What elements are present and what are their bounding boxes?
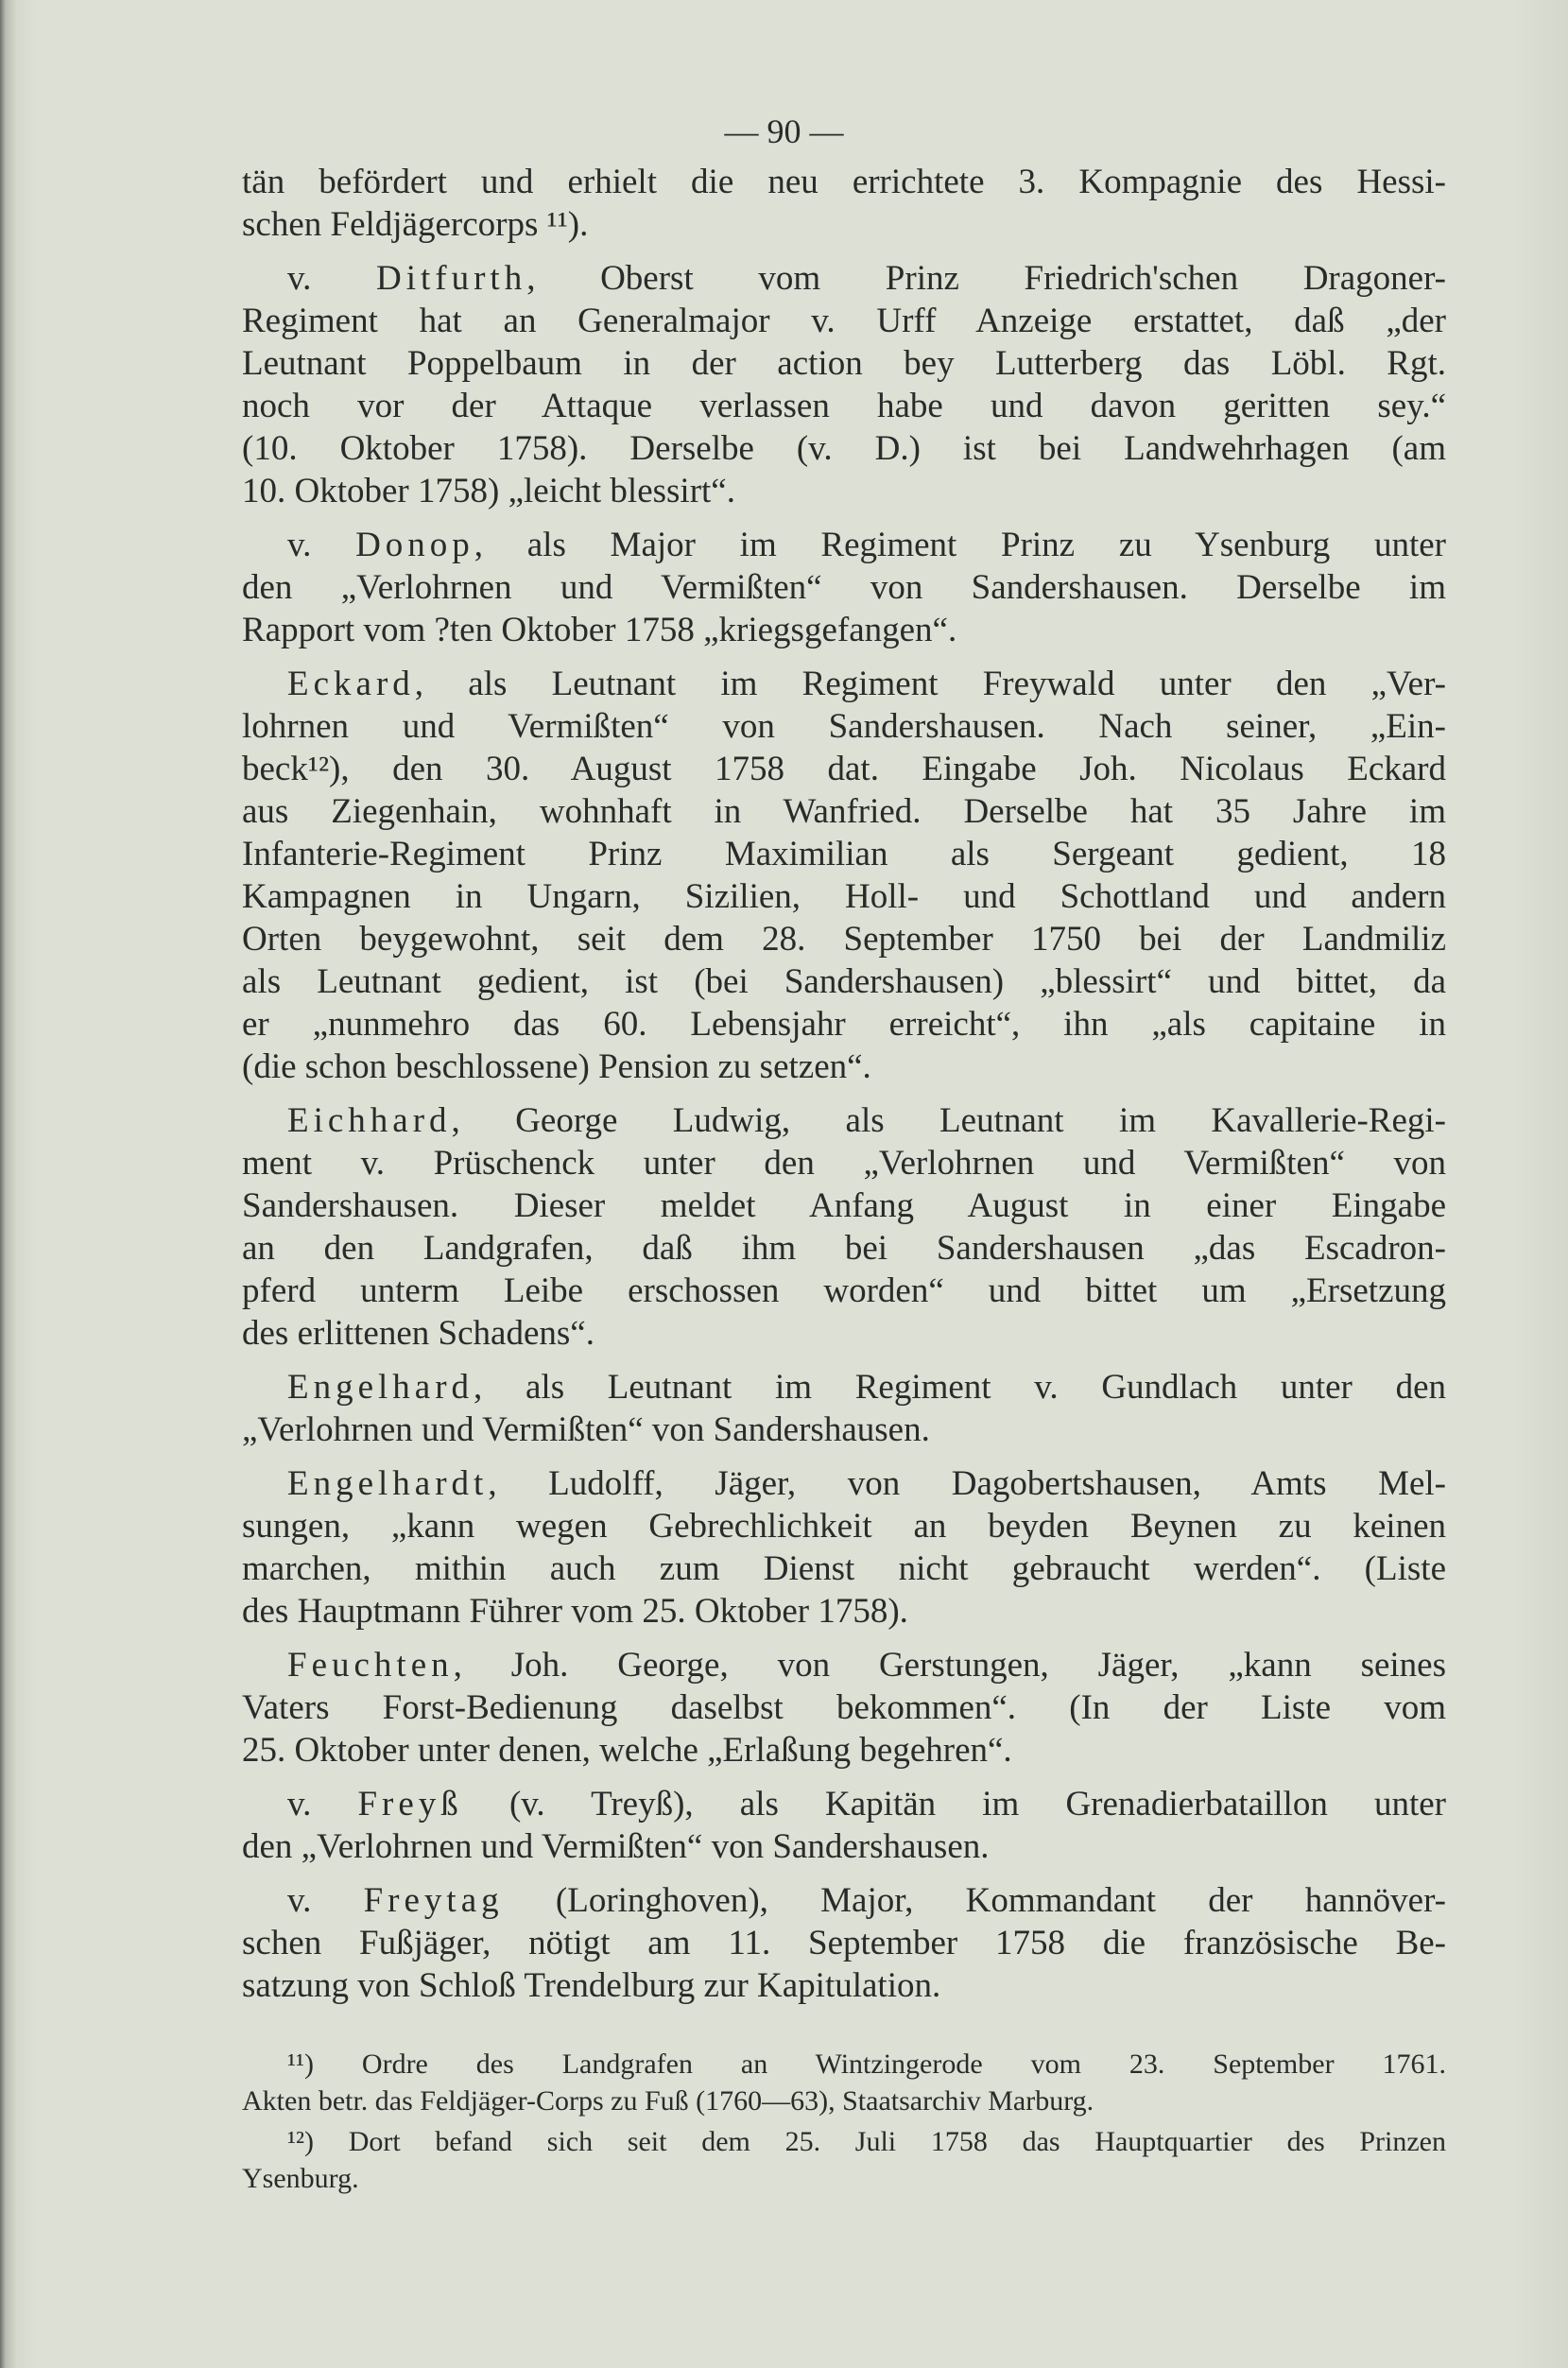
entry-name: Freytag: [363, 1881, 504, 1920]
entry-name: Engelhardt: [287, 1464, 489, 1503]
footnote: [242, 2123, 1446, 2197]
paragraph: [242, 1462, 1446, 1633]
text-line: [242, 1783, 1446, 1825]
text-line: satzung von Schloß Trendelburg zur Kapitulation.: [242, 1966, 941, 2005]
text-line: [242, 524, 1446, 566]
name-prefix: v.: [287, 1881, 364, 1920]
line-text: , Ludolff, Jäger, von Dagobertshausen, Amts Mel-: [488, 1464, 1446, 1503]
text-line: Sandershausen. Dieser meldet Anfang August in einer Eingabe: [242, 1186, 1446, 1225]
text-line: des erlittenen Schadens“.: [242, 1314, 594, 1353]
line-text: , Joh. George, von Gerstungen, Jäger, „kann seines: [453, 1646, 1446, 1685]
text-line: beck¹²), den 30. August 1758 dat. Eingabe Joh. Nicolaus Eckard: [242, 750, 1446, 788]
text-line: Leutnant Poppelbaum in der action bey Lutterberg das Löbl. Rgt.: [242, 344, 1446, 383]
text-line: [242, 1099, 1446, 1142]
line-text: (v. Treyß), als Kapitän im Grenadierbataillon unter: [462, 1785, 1446, 1824]
text-line: Rapport vom ?ten Oktober 1758 „kriegsgefangen“.: [242, 611, 957, 649]
text-line: des Hauptmann Führer vom 25. Oktober 1758).: [242, 1592, 908, 1631]
text-line: tän befördert und erhielt die neu errichtete 3. Kompagnie des Hessi-: [242, 163, 1446, 201]
entry-name: Feuchten: [287, 1646, 454, 1685]
text-line: an den Landgrafen, daß ihm bei Sandershausen „das Escadron-: [242, 1229, 1446, 1268]
text-line: [242, 1366, 1446, 1409]
name-prefix: v.: [287, 526, 356, 564]
paragraph: [242, 524, 1446, 651]
name-prefix: v.: [287, 259, 376, 298]
entry-name: Ditfurth: [376, 259, 527, 298]
text-line: [242, 663, 1446, 705]
text-line: Infanterie-Regiment Prinz Maximilian als Sergeant gedient, 18: [242, 835, 1446, 873]
name-prefix: v.: [287, 1785, 358, 1824]
text-line: Kampagnen in Ungarn, Sizilien, Holl- und Schottland und andern: [242, 877, 1446, 916]
paragraph: [242, 1879, 1446, 2007]
line-text: , als Leutnant im Regiment v. Gundlach unter den: [474, 1368, 1446, 1407]
text-line: aus Ziegenhain, wohnhaft in Wanfried. Derselbe hat 35 Jahre im: [242, 792, 1446, 831]
text-line: 25. Oktober unter denen, welche „Erlaßung begehren“.: [242, 1731, 1012, 1770]
text-line: den „Verlohrnen und Vermißten“ von Sandershausen.: [242, 1827, 990, 1866]
text-line: noch vor der Attaque verlassen habe und davon geritten sey.“: [242, 387, 1446, 425]
entry-name: Eichhard: [287, 1101, 452, 1140]
paragraph: [242, 257, 1446, 512]
paragraph: [242, 663, 1446, 1088]
text-line: er „nunmehro das 60. Lebensjahr erreicht“, ihn „als capitaine in: [242, 1005, 1446, 1044]
text-line: den „Verlohrnen und Vermißten“ von Sandershausen. Derselbe im: [242, 568, 1446, 607]
text-line: schen Feldjägercorps ¹¹).: [242, 205, 589, 244]
text-line: „Verlohrnen und Vermißten“ von Sandershausen.: [242, 1410, 930, 1449]
entry-name: Freyß: [357, 1785, 463, 1824]
paragraph: [242, 1783, 1446, 1868]
text-line: (die schon beschlossene) Pension zu setzen“.: [242, 1047, 871, 1086]
text-line: ment v. Prüschenck unter den „Verlohrnen und Vermißten“ von: [242, 1144, 1446, 1183]
body-text: [242, 161, 1446, 2007]
paragraph: [242, 1366, 1446, 1451]
text-line: [242, 1644, 1446, 1686]
footnotes: [242, 2042, 1446, 2197]
text-line: sungen, „kann wegen Gebrechlichkeit an beyden Beynen zu keinen: [242, 1507, 1446, 1546]
text-line: marchen, mithin auch zum Dienst nicht gebraucht werden“. (Liste: [242, 1549, 1446, 1588]
text-line: [242, 257, 1446, 300]
footnote-line: ¹¹) Ordre des Landgrafen an Wintzingerode vom 23. September 1761.: [287, 2048, 1446, 2080]
text-line: [242, 1462, 1446, 1505]
text-line: 10. Oktober 1758) „leicht blessirt“.: [242, 472, 735, 510]
paragraph: [242, 161, 1446, 246]
line-text: , George Ludwig, als Leutnant im Kavallerie-Regi-: [451, 1101, 1446, 1140]
entry-name: Eckard: [287, 665, 415, 703]
footnote-line: Ysenburg.: [242, 2163, 359, 2194]
footnote-line: ¹²) Dort befand sich seit dem 25. Juli 1758 das Hauptquartier des Prinzen: [287, 2126, 1446, 2157]
paragraph: [242, 1644, 1446, 1772]
text-line: Orten beygewohnt, seit dem 28. September 1750 bei der Landmiliz: [242, 920, 1446, 959]
line-text: , als Leutnant im Regiment Freywald unter den „Ver-: [414, 665, 1446, 703]
text-line: [242, 1879, 1446, 1922]
text-line: pferd unterm Leibe erschossen worden“ und bittet um „Ersetzung: [242, 1271, 1446, 1310]
line-text: , als Major im Regiment Prinz zu Ysenburg unter: [474, 526, 1446, 564]
page-number: — 90 —: [724, 112, 844, 150]
paragraph: [242, 1099, 1446, 1355]
text-line: Regiment hat an Generalmajor v. Urff Anzeige erstattet, daß „der: [242, 302, 1446, 340]
text-line: Vaters Forst-Bedienung daselbst bekommen“. (In der Liste vom: [242, 1688, 1446, 1727]
text-line: schen Fußjäger, nötigt am 11. September 1758 die französische Be-: [242, 1924, 1446, 1962]
entry-name: Donop: [355, 526, 474, 564]
line-text: , Oberst vom Prinz Friedrich'schen Dragoner-: [526, 259, 1446, 298]
text-line: als Leutnant gedient, ist (bei Sandershausen) „blessirt“ und bittet, da: [242, 962, 1446, 1001]
footnote-line: Akten betr. das Feldjäger-Corps zu Fuß (1760—63), Staatsarchiv Marburg.: [242, 2085, 1094, 2117]
text-line: (10. Oktober 1758). Derselbe (v. D.) ist bei Landwehrhagen (am: [242, 429, 1446, 468]
text-line: lohrnen und Vermißten“ von Sandershausen. Nach seiner, „Ein-: [242, 707, 1446, 746]
entry-name: Engelhard: [287, 1368, 474, 1407]
line-text: (Loringhoven), Major, Kommandant der hannöver-: [503, 1881, 1446, 1920]
footnote: [242, 2046, 1446, 2119]
